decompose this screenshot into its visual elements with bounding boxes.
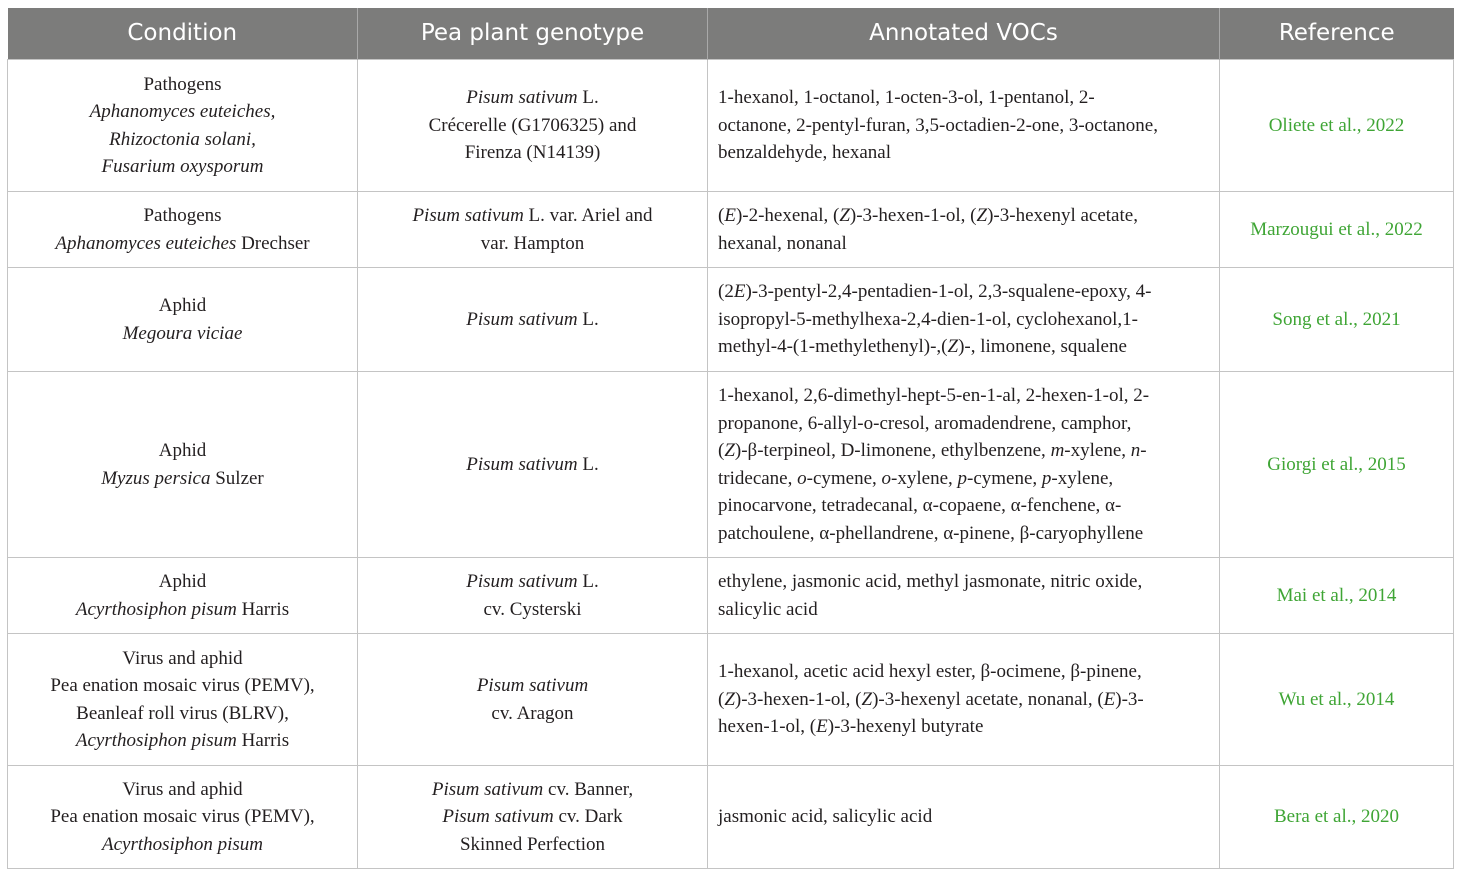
italic-text: o: [797, 467, 807, 489]
italic-text: p: [957, 467, 968, 489]
cell-line: [18, 230, 347, 258]
italic-text: Rhizoctonia solani,: [109, 128, 256, 150]
text-run: L.: [577, 571, 599, 592]
cell-line: [18, 292, 347, 320]
table-row: [8, 192, 1454, 268]
cell-line: [368, 84, 697, 112]
text-run: )-3-hexenyl butyrate: [827, 716, 984, 738]
cell-line: [368, 803, 697, 831]
text-run: )-3-hexenyl acetate,: [987, 205, 1138, 226]
voc-table: [7, 8, 1454, 869]
cell-line: [718, 465, 1209, 493]
cell-line: [368, 700, 697, 728]
cell-line: [368, 112, 697, 140]
cell-line: [368, 451, 697, 479]
cell-line: [718, 803, 1209, 831]
condition-cell: [8, 372, 358, 558]
condition-cell: [8, 192, 358, 268]
italic-text: Z: [839, 205, 850, 226]
vocs-cell: [708, 634, 1220, 766]
text-run: Harris: [236, 598, 290, 620]
text-run: -xylene,: [1064, 440, 1131, 461]
cell-line: [718, 596, 1209, 624]
text-run: benzaldehyde, hexanal: [718, 142, 892, 164]
vocs-cell: [708, 372, 1220, 558]
reference-link[interactable]: Wu et al., 2014: [1220, 634, 1454, 766]
text-run: cv. Dark: [553, 806, 623, 828]
italic-text: Z: [861, 688, 873, 710]
italic-text: Acyrthosiphon pisum: [75, 730, 237, 751]
genotype-cell: [358, 766, 708, 869]
text-run: isopropyl-5-methylhexa-2,4-dien-1-ol, cyclohexanol,1-: [718, 308, 1138, 330]
genotype-cell: [358, 268, 708, 372]
italic-text: m: [1050, 440, 1065, 461]
italic-text: Myzus persica: [101, 467, 211, 489]
italic-text: Fusarium oxysporum: [101, 156, 264, 177]
cell-line: [18, 776, 347, 804]
text-run: (: [718, 205, 725, 226]
table-row: [8, 634, 1454, 766]
cell-line: [18, 645, 347, 673]
text-run: -cymene,: [967, 467, 1042, 489]
text-run: Crécerelle (G1706325) and: [428, 114, 637, 136]
cell-line: [718, 382, 1209, 410]
reference-link[interactable]: Mai et al., 2014: [1220, 558, 1454, 634]
cell-line: [718, 112, 1209, 140]
italic-text: Acyrthosiphon pisum: [102, 833, 263, 855]
cell-line: [18, 672, 347, 700]
italic-text: Pisum sativum: [476, 675, 589, 696]
text-run: L.: [577, 308, 599, 330]
text-run: propanone, 6-allyl-o-cresol, aromadendrene, camphor,: [718, 412, 1132, 434]
cell-line: [718, 230, 1209, 258]
italic-text: Pisum sativum: [466, 453, 578, 475]
table-row: [8, 268, 1454, 372]
text-run: cv. Cysterski: [483, 598, 582, 620]
text-run: Firenza (N14139): [464, 142, 601, 164]
italic-text: Megoura viciae: [122, 322, 243, 344]
italic-text: Pisum sativum: [466, 308, 578, 330]
cell-line: [368, 230, 697, 258]
vocs-cell: [708, 268, 1220, 372]
italic-text: Z: [724, 440, 735, 461]
text-run: -xylene,: [1051, 467, 1114, 489]
text-run: -cymene,: [806, 467, 882, 489]
text-run: (: [718, 440, 725, 461]
italic-text: Z: [724, 688, 735, 710]
cell-line: [18, 727, 347, 755]
reference-link[interactable]: Bera et al., 2020: [1220, 766, 1454, 869]
text-run: Aphid: [158, 440, 207, 461]
text-run: -: [1140, 440, 1147, 461]
text-run: hexanal, nonanal: [718, 232, 847, 254]
italic-text: o: [881, 467, 892, 489]
text-run: Harris: [236, 730, 290, 751]
cell-line: [368, 306, 697, 334]
italic-text: p: [1041, 467, 1052, 489]
text-run: Beanleaf roll virus (BLRV),: [76, 702, 289, 724]
italic-text: E: [816, 716, 828, 738]
italic-text: Z: [976, 205, 988, 226]
cell-line: [18, 202, 347, 230]
cell-line: [718, 306, 1209, 334]
text-run: )-3-hexen-1-ol, (: [849, 205, 977, 226]
text-run: Drechser: [236, 232, 310, 254]
text-run: Skinned Perfection: [459, 833, 606, 855]
text-run: Virus and aphid: [122, 778, 243, 800]
cell-line: [368, 672, 697, 700]
cell-line: [18, 71, 347, 99]
italic-text: Pisum sativum: [412, 205, 524, 226]
text-run: octanone, 2-pentyl-furan, 3,5-octadien-2-one, 3-octanone,: [718, 114, 1158, 136]
text-run: -xylene,: [891, 467, 958, 489]
condition-cell: [8, 634, 358, 766]
table-row: [8, 558, 1454, 634]
table-header: [8, 8, 1454, 60]
text-run: hexen-1-ol, (: [718, 716, 817, 738]
italic-text: E: [724, 205, 736, 226]
cell-line: [18, 596, 347, 624]
cell-line: [718, 713, 1209, 741]
italic-text: Z: [947, 336, 959, 358]
cell-line: [18, 465, 347, 493]
table-row: [8, 372, 1454, 558]
cell-line: [718, 333, 1209, 361]
condition-cell: [8, 558, 358, 634]
cell-line: [718, 492, 1209, 520]
cell-line: [18, 153, 347, 181]
text-run: 1-hexanol, acetic acid hexyl ester, β-ocimene, β-pinene,: [718, 661, 1142, 683]
cell-line: [718, 686, 1209, 714]
text-run: patchoulene, α-phellandrene, α-pinene, β-caryophyllene: [718, 522, 1144, 544]
genotype-cell: [358, 558, 708, 634]
cell-line: [718, 202, 1209, 230]
text-run: (2: [718, 281, 734, 303]
cell-line: [18, 568, 347, 596]
text-run: cv. Aragon: [491, 702, 574, 724]
cell-line: [18, 831, 347, 859]
vocs-cell: [708, 60, 1220, 192]
text-run: )-2-hexenal, (: [735, 205, 840, 226]
vocs-cell: [708, 766, 1220, 869]
italic-text: E: [733, 281, 746, 303]
text-run: L.: [577, 453, 599, 475]
italic-text: Pisum sativum: [466, 87, 578, 109]
italic-text: Pisum sativum: [466, 571, 578, 592]
reference-link[interactable]: Giorgi et al., 2015: [1220, 372, 1454, 558]
text-run: var. Hampton: [480, 232, 585, 254]
cell-line: [718, 568, 1209, 596]
cell-line: [18, 98, 347, 126]
italic-text: Pisum sativum: [431, 778, 544, 800]
genotype-cell: [358, 372, 708, 558]
cell-line: [368, 139, 697, 167]
genotype-cell: [358, 634, 708, 766]
cell-line: [368, 568, 697, 596]
text-run: 1-hexanol, 2,6-dimethyl-hept-5-en-1-al, 2-hexen-1-ol, 2-: [718, 385, 1150, 406]
text-run: (: [718, 688, 725, 710]
text-run: salicylic acid: [718, 598, 818, 620]
cell-line: [718, 278, 1209, 306]
italic-text: Pisum sativum: [442, 806, 554, 828]
cell-line: [718, 437, 1209, 465]
vocs-cell: [708, 192, 1220, 268]
header-vocs: Annotated VOCs: [708, 8, 1220, 60]
text-run: Pea enation mosaic virus (PEMV),: [50, 806, 315, 828]
italic-text: Aphanomyces euteiches,: [89, 101, 276, 122]
header-condition: Condition: [8, 8, 358, 60]
italic-text: Acyrthosiphon pisum: [75, 598, 237, 620]
cell-line: [718, 658, 1209, 686]
text-run: Aphid: [158, 295, 207, 316]
text-run: L. var. Ariel and: [523, 205, 653, 226]
text-run: pinocarvone, tetradecanal, α-copaene, α-fenchene, α-: [718, 495, 1122, 516]
text-run: )-3-hexenyl acetate, nonanal, (: [872, 688, 1104, 710]
text-run: ethylene, jasmonic acid, methyl jasmonate, nitric oxide,: [718, 571, 1143, 592]
table-body: [8, 60, 1454, 869]
cell-line: [718, 410, 1209, 438]
text-run: jasmonic acid, salicylic acid: [718, 806, 933, 828]
cell-line: [18, 320, 347, 348]
text-run: )-3-pentyl-2,4-pentadien-1-ol, 2,3-squalene-epoxy, 4-: [745, 281, 1152, 303]
header-reference: Reference: [1220, 8, 1454, 60]
table-row: [8, 766, 1454, 869]
text-run: cv. Banner,: [543, 778, 634, 800]
condition-cell: [8, 60, 358, 192]
cell-line: [718, 84, 1209, 112]
genotype-cell: [358, 192, 708, 268]
header-genotype: Pea plant genotype: [358, 8, 708, 60]
table-row: [8, 60, 1454, 192]
text-run: tridecane,: [718, 467, 798, 489]
text-run: L.: [577, 87, 599, 109]
genotype-cell: [358, 60, 708, 192]
cell-line: [718, 139, 1209, 167]
cell-line: [718, 520, 1209, 548]
italic-text: E: [1103, 688, 1116, 710]
text-run: Pathogens: [143, 205, 222, 226]
text-run: Pathogens: [143, 73, 222, 95]
text-run: Aphid: [158, 571, 207, 592]
condition-cell: [8, 268, 358, 372]
text-run: Pea enation mosaic virus (PEMV),: [50, 675, 315, 696]
text-run: 1-hexanol, 1-octanol, 1-octen-3-ol, 1-pentanol, 2-: [718, 87, 1095, 109]
cell-line: [18, 803, 347, 831]
cell-line: [368, 831, 697, 859]
reference-link[interactable]: Marzougui et al., 2022: [1220, 192, 1454, 268]
reference-link[interactable]: Oliete et al., 2022: [1220, 60, 1454, 192]
cell-line: [18, 126, 347, 154]
text-run: )-3-hexen-1-ol, (: [734, 688, 862, 710]
cell-line: [368, 596, 697, 624]
cell-line: [368, 776, 697, 804]
header-row: [8, 8, 1454, 60]
italic-text: n: [1130, 440, 1141, 461]
text-run: )-, limonene, squalene: [958, 336, 1127, 358]
reference-link[interactable]: Song et al., 2021: [1220, 268, 1454, 372]
text-run: methyl-4-(1-methylethenyl)-,(: [718, 336, 948, 358]
cell-line: [18, 437, 347, 465]
condition-cell: [8, 766, 358, 869]
italic-text: Aphanomyces euteiches: [55, 232, 237, 254]
vocs-cell: [708, 558, 1220, 634]
cell-line: [18, 700, 347, 728]
text-run: Sulzer: [210, 467, 264, 489]
text-run: )-β-terpineol, D-limonene, ethylbenzene,: [734, 440, 1051, 461]
text-run: )-3-: [1115, 688, 1144, 710]
cell-line: [368, 202, 697, 230]
text-run: Virus and aphid: [122, 647, 243, 669]
